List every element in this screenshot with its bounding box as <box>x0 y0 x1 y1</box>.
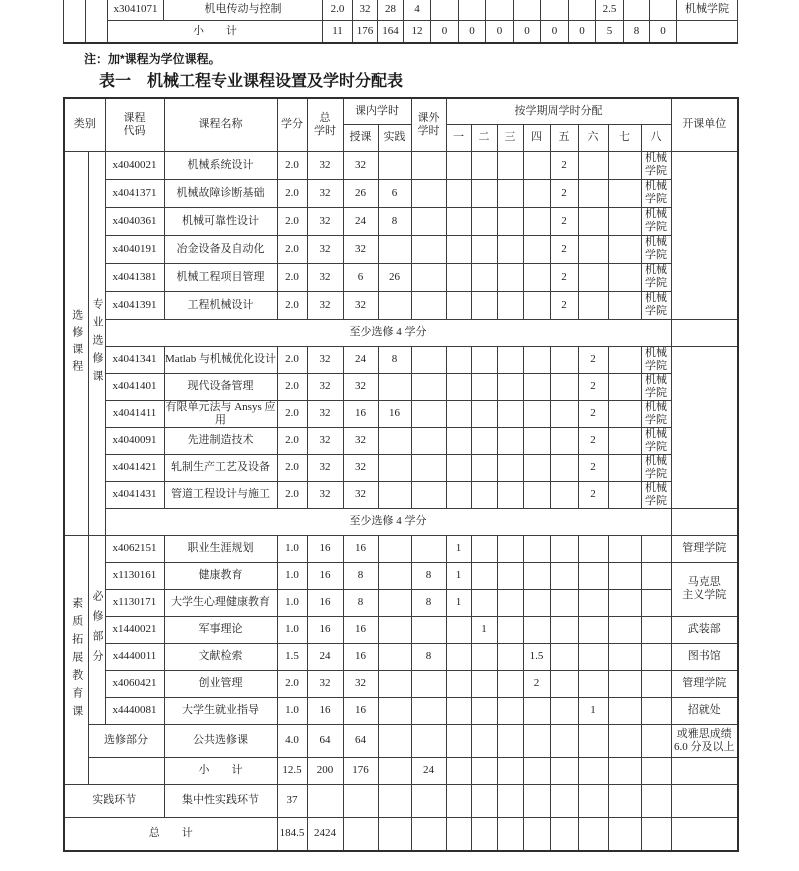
course-name: 文献检索 <box>164 643 277 670</box>
course-code: x4440011 <box>105 643 164 670</box>
unit: 机械学院 <box>641 400 671 427</box>
header-practice: 实践 <box>378 124 411 151</box>
unit: 招就处 <box>671 697 738 724</box>
course-row: x1130171 大学生心理健康教育 1.0 16 8 8 1 <box>64 589 738 616</box>
unit: 机械学院 <box>641 346 671 373</box>
category-elective-part: 选修部分 <box>88 724 164 757</box>
unit: 机械学院 <box>641 454 671 481</box>
course-row: x4041401 现代设备管理 2.0 32 32 2 机械学院 <box>64 373 738 400</box>
course-name: 健康教育 <box>164 562 277 589</box>
course-name: 大学生心理健康教育 <box>164 589 277 616</box>
course-code: x4060421 <box>105 670 164 697</box>
course-row: x4041341 Matlab 与机械优化设计 2.0 32 24 8 2 机械学院 <box>64 346 738 373</box>
course-code: x4040021 <box>105 151 164 179</box>
subtotal-label: 小 计 <box>108 20 323 43</box>
course-row: x4040191 冶金设备及自动化 2.0 32 32 2 机械学院 <box>64 235 738 263</box>
course-row: x1440021 军事理论 1.0 16 16 1 武装部 <box>64 616 738 643</box>
unit: 机械学院 <box>677 0 738 20</box>
course-row: x4041411 有限单元法与 Ansys 应用 2.0 32 16 16 2 机械学院 <box>64 400 738 427</box>
course-name: Matlab 与机械优化设计 <box>164 346 277 373</box>
elective-min-note: 至少选修 4 学分 <box>105 508 671 535</box>
course-code: x4041431 <box>105 481 164 508</box>
course-row: x4440081 大学生就业指导 1.0 16 16 1 招就处 <box>64 697 738 724</box>
header-sem-1: 一 <box>446 124 471 151</box>
practice-hours: 12 <box>404 20 431 43</box>
course-code: x4040361 <box>105 207 164 235</box>
main-course-table <box>63 97 739 852</box>
unit: 机械学院 <box>641 235 671 263</box>
course-code: x4041381 <box>105 263 164 291</box>
course-name: 机械可靠性设计 <box>164 207 277 235</box>
sem-6-hours: 2.5 <box>596 0 624 20</box>
elective-min-note: 至少选修 4 学分 <box>105 319 671 346</box>
credits: 2.0 <box>323 0 353 20</box>
header-row-1 <box>64 98 738 124</box>
course-name: 公共选修课 <box>164 724 277 757</box>
course-code: x4040191 <box>105 235 164 263</box>
course-row: x4041391 工程机械设计 2.0 32 32 2 机械学院 <box>64 291 738 319</box>
course-name: 大学生就业指导 <box>164 697 277 724</box>
grand-total-row: 总 计 184.5 2424 <box>64 817 738 851</box>
course-name: 工程机械设计 <box>164 291 277 319</box>
course-code: x3041071 <box>108 0 164 20</box>
header-sem-2: 二 <box>471 124 497 151</box>
course-row: x4060421 创业管理 2.0 32 32 2 管理学院 <box>64 670 738 697</box>
course-code: x1130161 <box>105 562 164 589</box>
unit: 机械学院 <box>641 427 671 454</box>
unit: 机械学院 <box>641 151 671 179</box>
header-extra-hours: 课外 学时 <box>411 98 446 151</box>
unit: 马克思 主义学院 <box>671 562 738 616</box>
course-name: 先进制造技术 <box>164 427 277 454</box>
course-code: x4062151 <box>105 535 164 562</box>
course-name: 冶金设备及自动化 <box>164 235 277 263</box>
category-required-part: 必修部分 <box>88 535 105 724</box>
header-sem-3: 三 <box>497 124 523 151</box>
unit: 图书馆 <box>671 643 738 670</box>
lecture-hours: 28 <box>378 0 404 20</box>
course-row: x1130161 健康教育 1.0 16 8 8 1 马克思 主义学院 <box>64 562 738 589</box>
extra-hours: 0 <box>431 20 459 43</box>
course-name: 创业管理 <box>164 670 277 697</box>
header-course-name: 课程名称 <box>164 98 277 151</box>
header-inclass-hours: 课内学时 <box>343 98 411 124</box>
course-code: x4041341 <box>105 346 164 373</box>
unit: 管理学院 <box>671 535 738 562</box>
grand-total-label: 总 计 <box>64 817 277 851</box>
course-name: 机械故障诊断基础 <box>164 179 277 207</box>
header-sem-5: 五 <box>550 124 578 151</box>
category-major-elective: 专业选修课 <box>88 151 105 535</box>
course-name: 机械工程项目管理 <box>164 263 277 291</box>
unit: 管理学院 <box>671 670 738 697</box>
elective-note-row <box>64 319 738 346</box>
unit: 机械学院 <box>641 207 671 235</box>
credits: 11 <box>323 20 353 43</box>
course-code: x4041391 <box>105 291 164 319</box>
subtotal-row: 小 计 12.5 200 176 24 <box>64 757 738 784</box>
course-row: 选修课程 专业选修课 x4040021 机械系统设计 2.0 32 32 2 机械学院 <box>64 151 738 179</box>
course-code: x4440081 <box>105 697 164 724</box>
elective-note-row <box>64 508 738 535</box>
header-sem-8: 八 <box>641 124 671 151</box>
header-sem-6: 六 <box>578 124 608 151</box>
header-unit: 开课单位 <box>671 98 738 151</box>
course-name: 有限单元法与 Ansys 应用 <box>165 400 276 426</box>
top-table <box>63 0 738 44</box>
course-row <box>64 0 738 20</box>
header-weekly-hours: 按学期周学时分配 <box>446 98 671 124</box>
course-name: 管道工程设计与施工 <box>164 481 277 508</box>
unit: 机械学院 <box>641 291 671 319</box>
course-row: x4041381 机械工程项目管理 2.0 32 6 26 2 机械学院 <box>64 263 738 291</box>
course-code: x4041371 <box>105 179 164 207</box>
header-lecture: 授课 <box>343 124 378 151</box>
course-row: x4041371 机械故障诊断基础 2.0 32 26 6 2 机械学院 <box>64 179 738 207</box>
header-total-hours: 总 学时 <box>307 98 343 151</box>
course-name: 现代设备管理 <box>164 373 277 400</box>
header-code: 课程 代码 <box>105 98 164 151</box>
course-code: x4040091 <box>105 427 164 454</box>
header-credits: 学分 <box>277 98 307 151</box>
subtotal-label: 小 计 <box>164 757 277 784</box>
course-name: 集中性实践环节 <box>164 784 277 817</box>
course-name: 职业生涯规划 <box>164 535 277 562</box>
category-practice-section: 实践环节 <box>64 784 164 817</box>
course-name: 机械系统设计 <box>164 151 277 179</box>
public-elective-row: 选修部分 公共选修课 4.0 64 64 或雅思成绩 6.0 分及以上 <box>64 724 738 757</box>
course-row: 素质拓展教育课 必修部分 x4062151 职业生涯规划 1.0 16 16 1 管理学院 <box>64 535 738 562</box>
course-name: 机电传动与控制 <box>164 0 323 20</box>
lecture-hours: 164 <box>378 20 404 43</box>
course-row: x4041431 管道工程设计与施工 2.0 32 32 2 机械学院 <box>64 481 738 508</box>
unit: 机械学院 <box>641 481 671 508</box>
header-category: 类别 <box>64 98 105 151</box>
table-title: 表一 机械工程专业课程设置及学时分配表 <box>99 73 404 90</box>
course-name: 军事理论 <box>164 616 277 643</box>
practice-row: 实践环节 集中性实践环节 37 <box>64 784 738 817</box>
course-code: x4041401 <box>105 373 164 400</box>
category-elective: 选修课程 <box>64 151 88 535</box>
unit: 机械学院 <box>641 263 671 291</box>
course-row: x4041421 轧制生产工艺及设备 2.0 32 32 2 机械学院 <box>64 454 738 481</box>
unit: 武装部 <box>671 616 738 643</box>
footnote: 注：加*课程为学位课程。 <box>84 52 221 66</box>
unit: 机械学院 <box>641 373 671 400</box>
total-hours: 32 <box>353 0 378 20</box>
course-row: x4040361 机械可靠性设计 2.0 32 24 8 2 机械学院 <box>64 207 738 235</box>
course-row: x4440011 文献检索 1.5 24 16 8 1.5 图书馆 <box>64 643 738 670</box>
practice-hours: 4 <box>404 0 431 20</box>
course-code: x1130171 <box>105 589 164 616</box>
total-hours: 176 <box>353 20 378 43</box>
course-name: 轧制生产工艺及设备 <box>164 454 277 481</box>
course-row: x4040091 先进制造技术 2.0 32 32 2 机械学院 <box>64 427 738 454</box>
category-quality: 素质拓展教育课 <box>64 535 88 784</box>
unit-note: 或雅思成绩 6.0 分及以上 <box>671 724 738 757</box>
course-code: x1440021 <box>105 616 164 643</box>
course-code: x4041421 <box>105 454 164 481</box>
subtotal-row: 小 计 11 176 164 12 0 0 0 0 0 0 5 8 0 <box>64 20 738 43</box>
header-sem-4: 四 <box>523 124 550 151</box>
header-sem-7: 七 <box>608 124 641 151</box>
course-code: x4041411 <box>105 400 164 427</box>
unit: 机械学院 <box>641 179 671 207</box>
